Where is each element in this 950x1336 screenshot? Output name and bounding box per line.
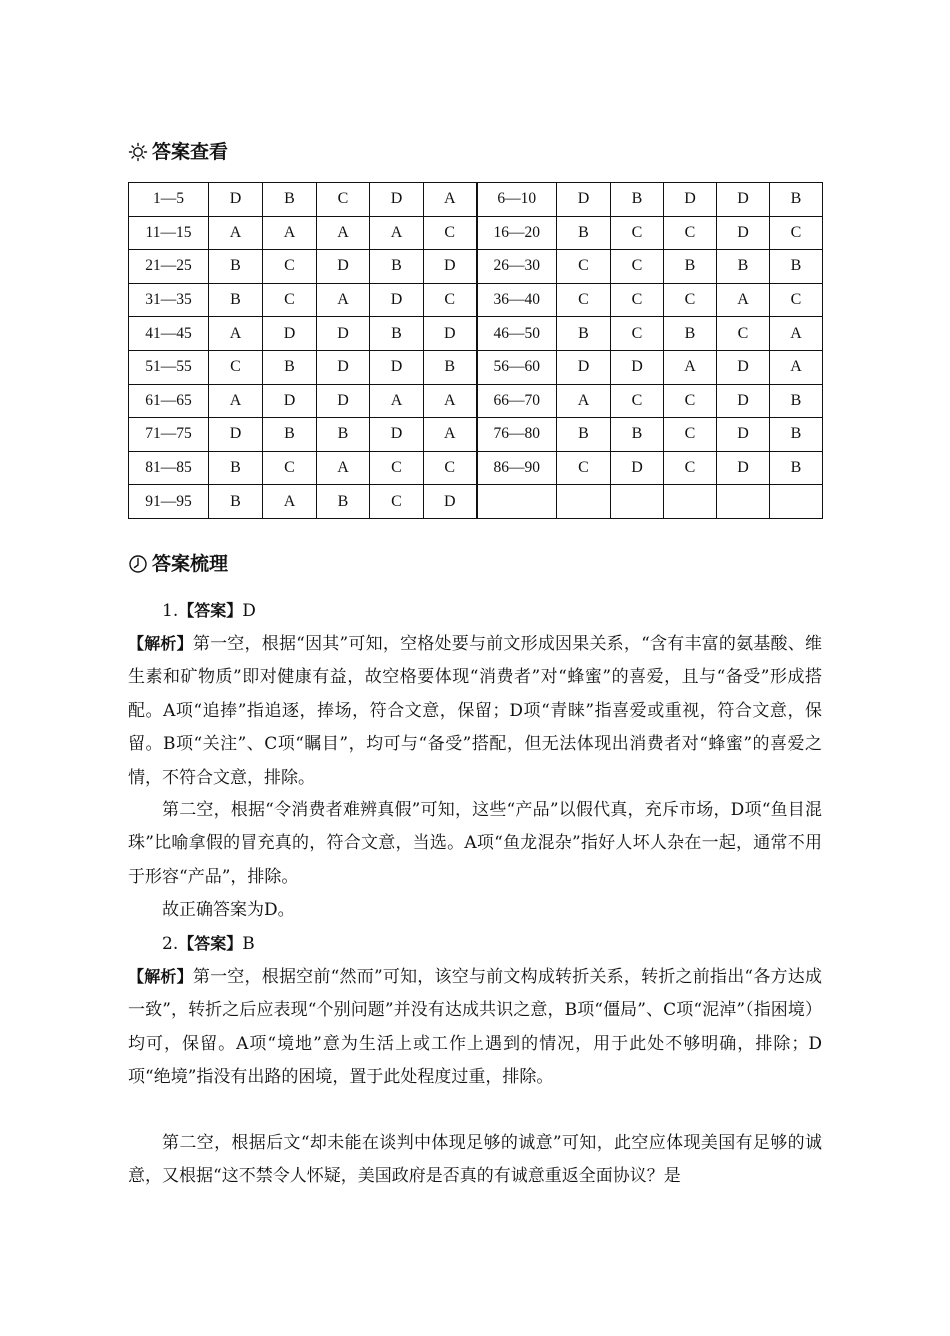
question-range-cell: 36—40: [477, 283, 557, 317]
answer-cell: A: [317, 216, 370, 250]
answer-cell: D: [424, 317, 477, 351]
answer-cell: C: [557, 283, 611, 317]
answer-cell: B: [317, 418, 370, 452]
answer-cell: A: [424, 183, 477, 217]
answer-cell: D: [611, 350, 664, 384]
answer-cell: D: [317, 384, 370, 418]
answer-cell: D: [263, 317, 317, 351]
section-title-text: 答案梳理: [152, 553, 229, 575]
answer-cell: C: [770, 283, 823, 317]
answer-cell: [770, 485, 823, 519]
answer-cell: C: [664, 418, 717, 452]
question-range-cell: [477, 485, 557, 519]
question-range-cell: 21—25: [129, 250, 209, 284]
table-row: [129, 250, 823, 284]
answer-cell: D: [263, 384, 317, 418]
answer-cell: D: [611, 451, 664, 485]
table-row: [129, 451, 823, 485]
answer-cell: D: [209, 183, 263, 217]
answer-cell: B: [424, 350, 477, 384]
answer-cell: C: [209, 350, 263, 384]
sun-icon: [128, 142, 148, 162]
answer-cell: B: [770, 384, 823, 418]
answer-cell: A: [717, 283, 770, 317]
question-range-cell: 91—95: [129, 485, 209, 519]
answer-cell: [664, 485, 717, 519]
answer-cell: A: [317, 283, 370, 317]
answer-cell: A: [424, 418, 477, 452]
answer-cell: C: [370, 485, 424, 519]
answer-cell: A: [370, 384, 424, 418]
answer-cell: B: [209, 283, 263, 317]
table-row: [129, 216, 823, 250]
answer-cell: A: [770, 350, 823, 384]
answer-cell: C: [611, 283, 664, 317]
answer-cell: B: [557, 317, 611, 351]
answer-cell: D: [317, 250, 370, 284]
answer-cell: C: [557, 250, 611, 284]
answer-cell: B: [664, 250, 717, 284]
answer-cell: C: [664, 216, 717, 250]
answer-cell: C: [611, 250, 664, 284]
answer-cell: D: [424, 250, 477, 284]
answer-cell: B: [209, 250, 263, 284]
answer-cell: D: [557, 350, 611, 384]
answer-cell: D: [717, 350, 770, 384]
answer-cell: A: [317, 451, 370, 485]
answer-cell: C: [664, 283, 717, 317]
answer-cell: A: [209, 317, 263, 351]
answer-cell: C: [424, 216, 477, 250]
answer-cell: B: [263, 183, 317, 217]
answer-label: 【答案】: [178, 934, 243, 953]
answer-cell: D: [717, 451, 770, 485]
answer-cell: A: [424, 384, 477, 418]
answer-cell: B: [370, 250, 424, 284]
answer-cell: A: [557, 384, 611, 418]
answer-cell: [557, 485, 611, 519]
answer-cell: [611, 485, 664, 519]
answer-cell: A: [209, 216, 263, 250]
answer-cell: C: [611, 384, 664, 418]
answer-cell: D: [370, 183, 424, 217]
answer-value: B: [242, 934, 255, 954]
table-row: [129, 317, 823, 351]
answer-label: 【答案】: [178, 601, 243, 620]
answer-cell: A: [263, 485, 317, 519]
question-range-cell: 86—90: [477, 451, 557, 485]
answer-cell: C: [263, 451, 317, 485]
answer-cell: C: [664, 384, 717, 418]
question-range-cell: 26—30: [477, 250, 557, 284]
question-range-cell: 1—5: [129, 183, 209, 217]
clock-icon: [128, 554, 148, 574]
answer-cell: A: [209, 384, 263, 418]
answer-cell: D: [717, 216, 770, 250]
answer-cell: A: [370, 216, 424, 250]
answer-cell: C: [717, 317, 770, 351]
question-range-cell: 31—35: [129, 283, 209, 317]
answer-cell: D: [317, 350, 370, 384]
answer-cell: D: [209, 418, 263, 452]
answer-cell: B: [209, 451, 263, 485]
section-title-text: 答案查看: [152, 141, 229, 163]
answer-cell: B: [611, 183, 664, 217]
section-title-answer-view: [128, 140, 228, 164]
answer-cell: C: [370, 451, 424, 485]
answer-cell: B: [770, 451, 823, 485]
answer-cell: A: [263, 216, 317, 250]
answer-cell: C: [424, 451, 477, 485]
question-range-cell: 11—15: [129, 216, 209, 250]
answer-cell: B: [611, 418, 664, 452]
answer-cell: B: [263, 350, 317, 384]
question-range-cell: 66—70: [477, 384, 557, 418]
answer-cell: B: [557, 418, 611, 452]
answer-cell: D: [717, 384, 770, 418]
table-row: [129, 485, 823, 519]
answer-cell: C: [263, 283, 317, 317]
answer-cell: C: [664, 451, 717, 485]
answer-cell: C: [424, 283, 477, 317]
answer-value: D: [242, 601, 256, 621]
answer-cell: B: [209, 485, 263, 519]
table-row: [129, 183, 823, 217]
answer-cell: C: [770, 216, 823, 250]
answer-cell: B: [664, 317, 717, 351]
answer-cell: A: [770, 317, 823, 351]
table-row: [129, 384, 823, 418]
answer-cell: D: [370, 418, 424, 452]
answer-cell: D: [317, 317, 370, 351]
table-row: [129, 283, 823, 317]
answer-cell: C: [611, 216, 664, 250]
answer-cell: D: [717, 183, 770, 217]
q1-analysis-p2: 第二空，根据“令消费者难辨真假”可知，这些“产品”以假代真，充斥市场，D项“鱼目混珠”比喻拿假的冒充真的，符合文意，当选。A项“鱼龙混杂”指好人坏人杂在一起，通常不用于形容“产品”，排除。: [128, 800, 822, 887]
answer-cell: D: [370, 350, 424, 384]
question-range-cell: 76—80: [477, 418, 557, 452]
q2-answer-line: 2.【答案】B: [162, 934, 255, 954]
section-title-answer-review: [128, 552, 228, 576]
table-row: [129, 418, 823, 452]
answer-cell: D: [370, 283, 424, 317]
answer-cell: C: [263, 250, 317, 284]
answer-cell: B: [770, 250, 823, 284]
question-range-cell: 71—75: [129, 418, 209, 452]
answer-cell: D: [424, 485, 477, 519]
answer-cell: B: [717, 250, 770, 284]
answer-cell: C: [317, 183, 370, 217]
question-range-cell: 16—20: [477, 216, 557, 250]
question-range-cell: 51—55: [129, 350, 209, 384]
q2-analysis-p2: 第二空，根据后文“却未能在谈判中体现足够的诚意”可知，此空应体现美国有足够的诚意，又根据“这不禁令人怀疑，美国政府是否真的有诚意重返全面协议？是: [128, 1133, 822, 1187]
q1-conclusion: 故正确答案为D。: [162, 900, 295, 920]
question-range-cell: 81—85: [129, 451, 209, 485]
answer-cell: B: [317, 485, 370, 519]
table-row: [129, 350, 823, 384]
question-range-cell: 41—45: [129, 317, 209, 351]
answer-cell: D: [557, 183, 611, 217]
answer-cell: B: [770, 418, 823, 452]
answer-cell: B: [770, 183, 823, 217]
answer-cell: C: [557, 451, 611, 485]
answer-key-table: [128, 182, 823, 519]
answer-cell: B: [557, 216, 611, 250]
question-range-cell: 6—10: [477, 183, 557, 217]
answer-cell: A: [664, 350, 717, 384]
q1-answer-line: 1.【答案】D: [162, 601, 256, 621]
answer-cell: D: [717, 418, 770, 452]
analysis-label: 【解析】: [128, 634, 193, 653]
answer-cell: B: [370, 317, 424, 351]
question-range-cell: 61—65: [129, 384, 209, 418]
question-range-cell: 56—60: [477, 350, 557, 384]
q2-analysis-p1: 【解析】第一空，根据空前“然而”可知，该空与前文构成转折关系，转折之前指出“各方达成一致”，转折之后应表现“个别问题”并没有达成共识之意，B项“僵局”、C项“泥淖”（指困境）均可，保留。A项“境地”意为生活上或工作上遇到的情况，用于此处不够明确，排除；D项“绝境”指没有出路的困境，置于此处程度过重，排除。: [128, 967, 822, 1088]
answer-cell: B: [263, 418, 317, 452]
q1-analysis-p1: 【解析】第一空，根据“因其”可知，空格处要与前文形成因果关系，“含有丰富的氨基酸、维生素和矿物质”即对健康有益，故空格要体现“消费者”对“蜂蜜”的喜爱，且与“备受”形成搭配。A项“追捧”指追逐，捧场，符合文意，保留；D项“青睐”指喜爱或重视，符合文意，保留。B项“关注”、C项“瞩目”，均可与“备受”搭配，但无法体现出消费者对“蜂蜜”的喜爱之情，不符合文意，排除。: [128, 634, 822, 788]
analysis-label: 【解析】: [128, 967, 193, 986]
question-range-cell: 46—50: [477, 317, 557, 351]
answer-cell: D: [664, 183, 717, 217]
answer-cell: C: [611, 317, 664, 351]
answer-cell: [717, 485, 770, 519]
